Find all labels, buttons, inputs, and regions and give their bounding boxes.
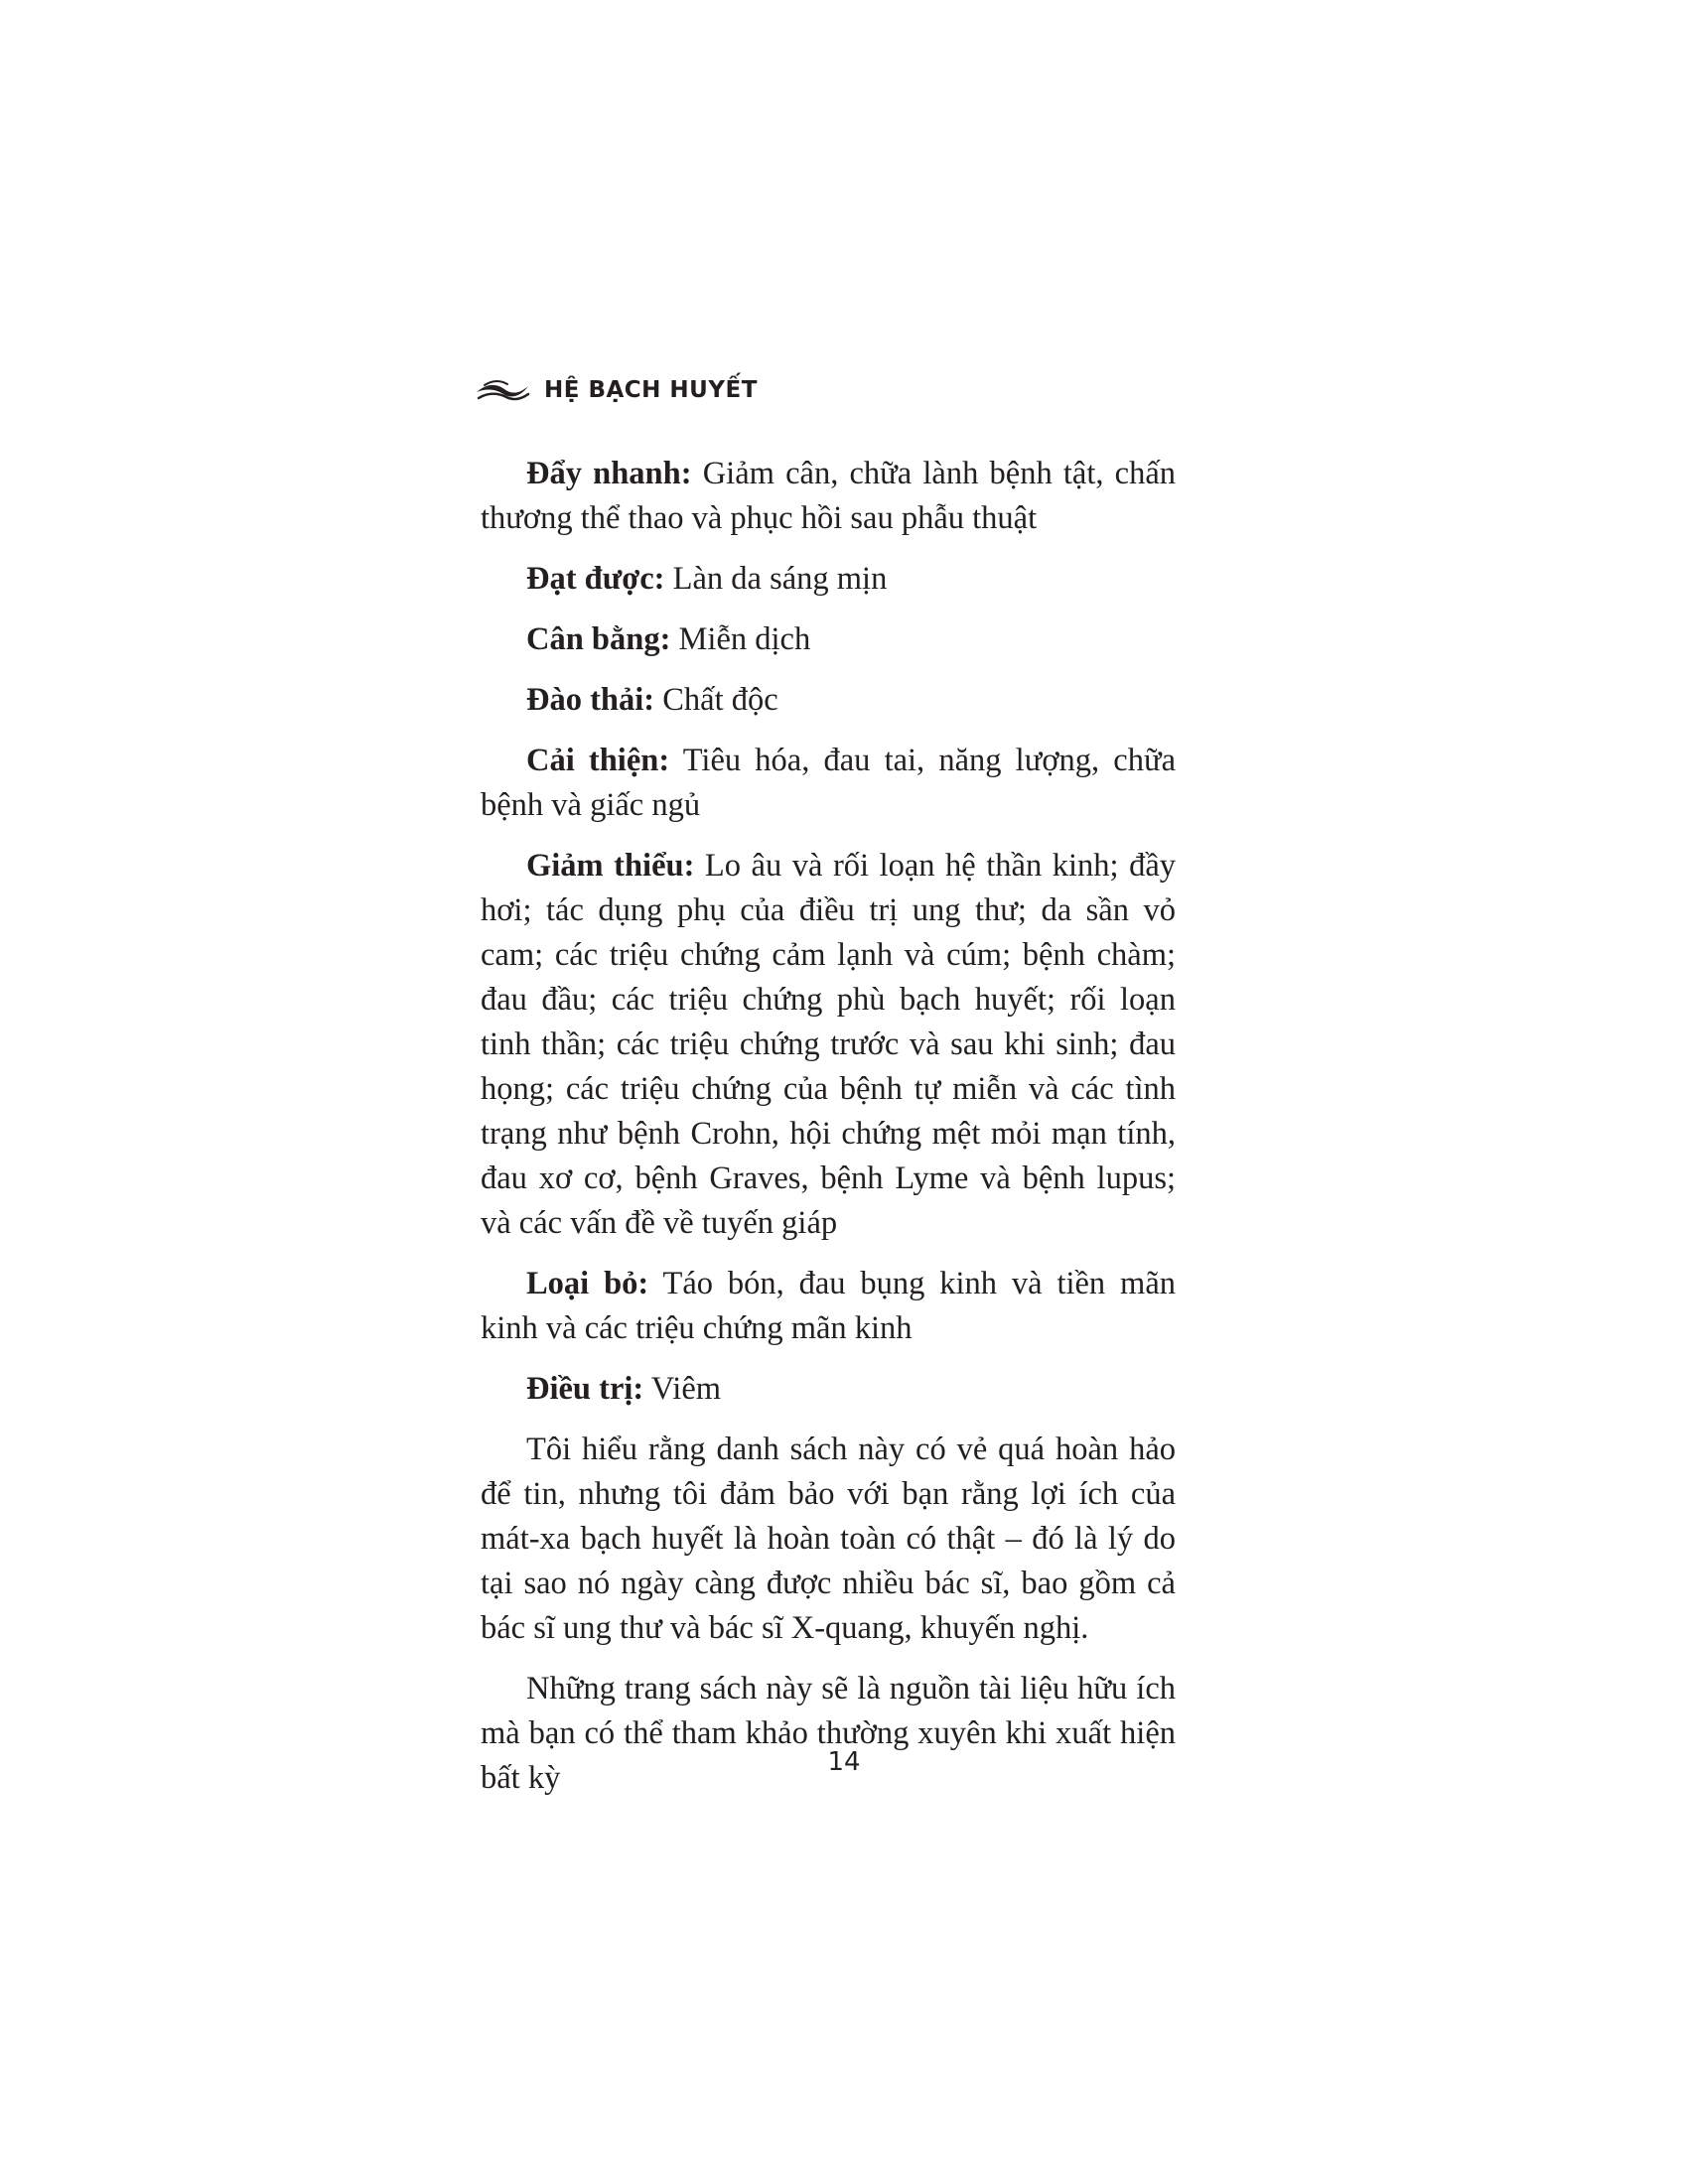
paragraph-text: Viêm [643, 1371, 722, 1407]
paragraph-nhung-trang-sach [481, 1667, 1176, 1801]
running-header [475, 377, 758, 403]
paragraph-text: Lo âu và rối loạn hệ thần kinh; đầy hơi; tác dụng phụ của điều trị ung thư; da sần vỏ cam; các triệu chứng cảm lạnh và cúm; bệnh chàm; đau đầu; các triệu chứng phù bạch huyết; rối loạn tinh thần; các triệu chứng trước và sau khi sinh; đau họng; các triệu chứng của bệnh tự miễn và các tình trạng như bệnh Crohn, hội chứng mệt mỏi mạn tính, đau xơ cơ, bệnh Graves, bệnh Lyme và bệnh lupus; và các vấn đề về tuyến giáp [481, 848, 1176, 1241]
page-number: 14 [827, 1747, 861, 1777]
paragraph-dat-duoc [481, 557, 1176, 602]
paragraph-text: Táo bón, đau bụng kinh và tiền mãn kinh và các triệu chứng mãn kinh [481, 1266, 1176, 1346]
paragraph-day-nhanh [481, 452, 1176, 541]
paragraph-dao-thai [481, 678, 1176, 723]
paragraph-label: Giảm thiểu: [526, 848, 695, 884]
paragraph-label: Đào thải: [526, 682, 655, 718]
paragraph-label: Loại bỏ: [526, 1266, 649, 1301]
wave-ornament-icon [475, 377, 530, 403]
paragraph-text: Miễn dịch [670, 621, 811, 657]
paragraph-dieu-tri [481, 1367, 1176, 1412]
paragraph-label: Điều trị: [526, 1371, 644, 1407]
paragraph-text: Tiêu hóa, đau tai, năng lượng, chữa bệnh và giấc ngủ [481, 743, 1176, 823]
paragraph-text: Giảm cân, chữa lành bệnh tật, chấn thương thể thao và phục hồi sau phẫu thuật [481, 456, 1177, 536]
paragraph-text: Tôi hiểu rằng danh sách này có vẻ quá hoàn hảo để tin, nhưng tôi đảm bảo với bạn rằng lợi ích của mát-xa bạch huyết là hoàn toàn có thật – đó là lý do tại sao nó ngày càng được nhiều bác sĩ, bao gồm cả bác sĩ ung thư và bác sĩ X-quang, khuyến nghị. [481, 1432, 1176, 1646]
paragraph-text: Làn da sáng mịn [664, 561, 888, 597]
paragraph-cai-thien [481, 739, 1176, 828]
paragraph-label: Cân bằng: [526, 621, 671, 657]
paragraph-label: Đẩy nhanh: [526, 456, 692, 491]
paragraph-text: Chất độc [654, 682, 778, 718]
paragraph-can-bang [481, 617, 1176, 662]
body-text [481, 452, 1176, 1817]
paragraph-loai-bo [481, 1262, 1176, 1351]
paragraph-label: Cải thiện: [526, 743, 670, 778]
paragraph-toi-hieu [481, 1428, 1176, 1651]
running-header-title: HỆ BẠCH HUYẾT [544, 377, 758, 403]
paragraph-label: Đạt được: [526, 561, 665, 597]
paragraph-text: Những trang sách này sẽ là nguồn tài liệu hữu ích mà bạn có thể tham khảo thường xuyên khi xuất hiện bất kỳ [481, 1671, 1176, 1796]
paragraph-giam-thieu [481, 844, 1176, 1246]
